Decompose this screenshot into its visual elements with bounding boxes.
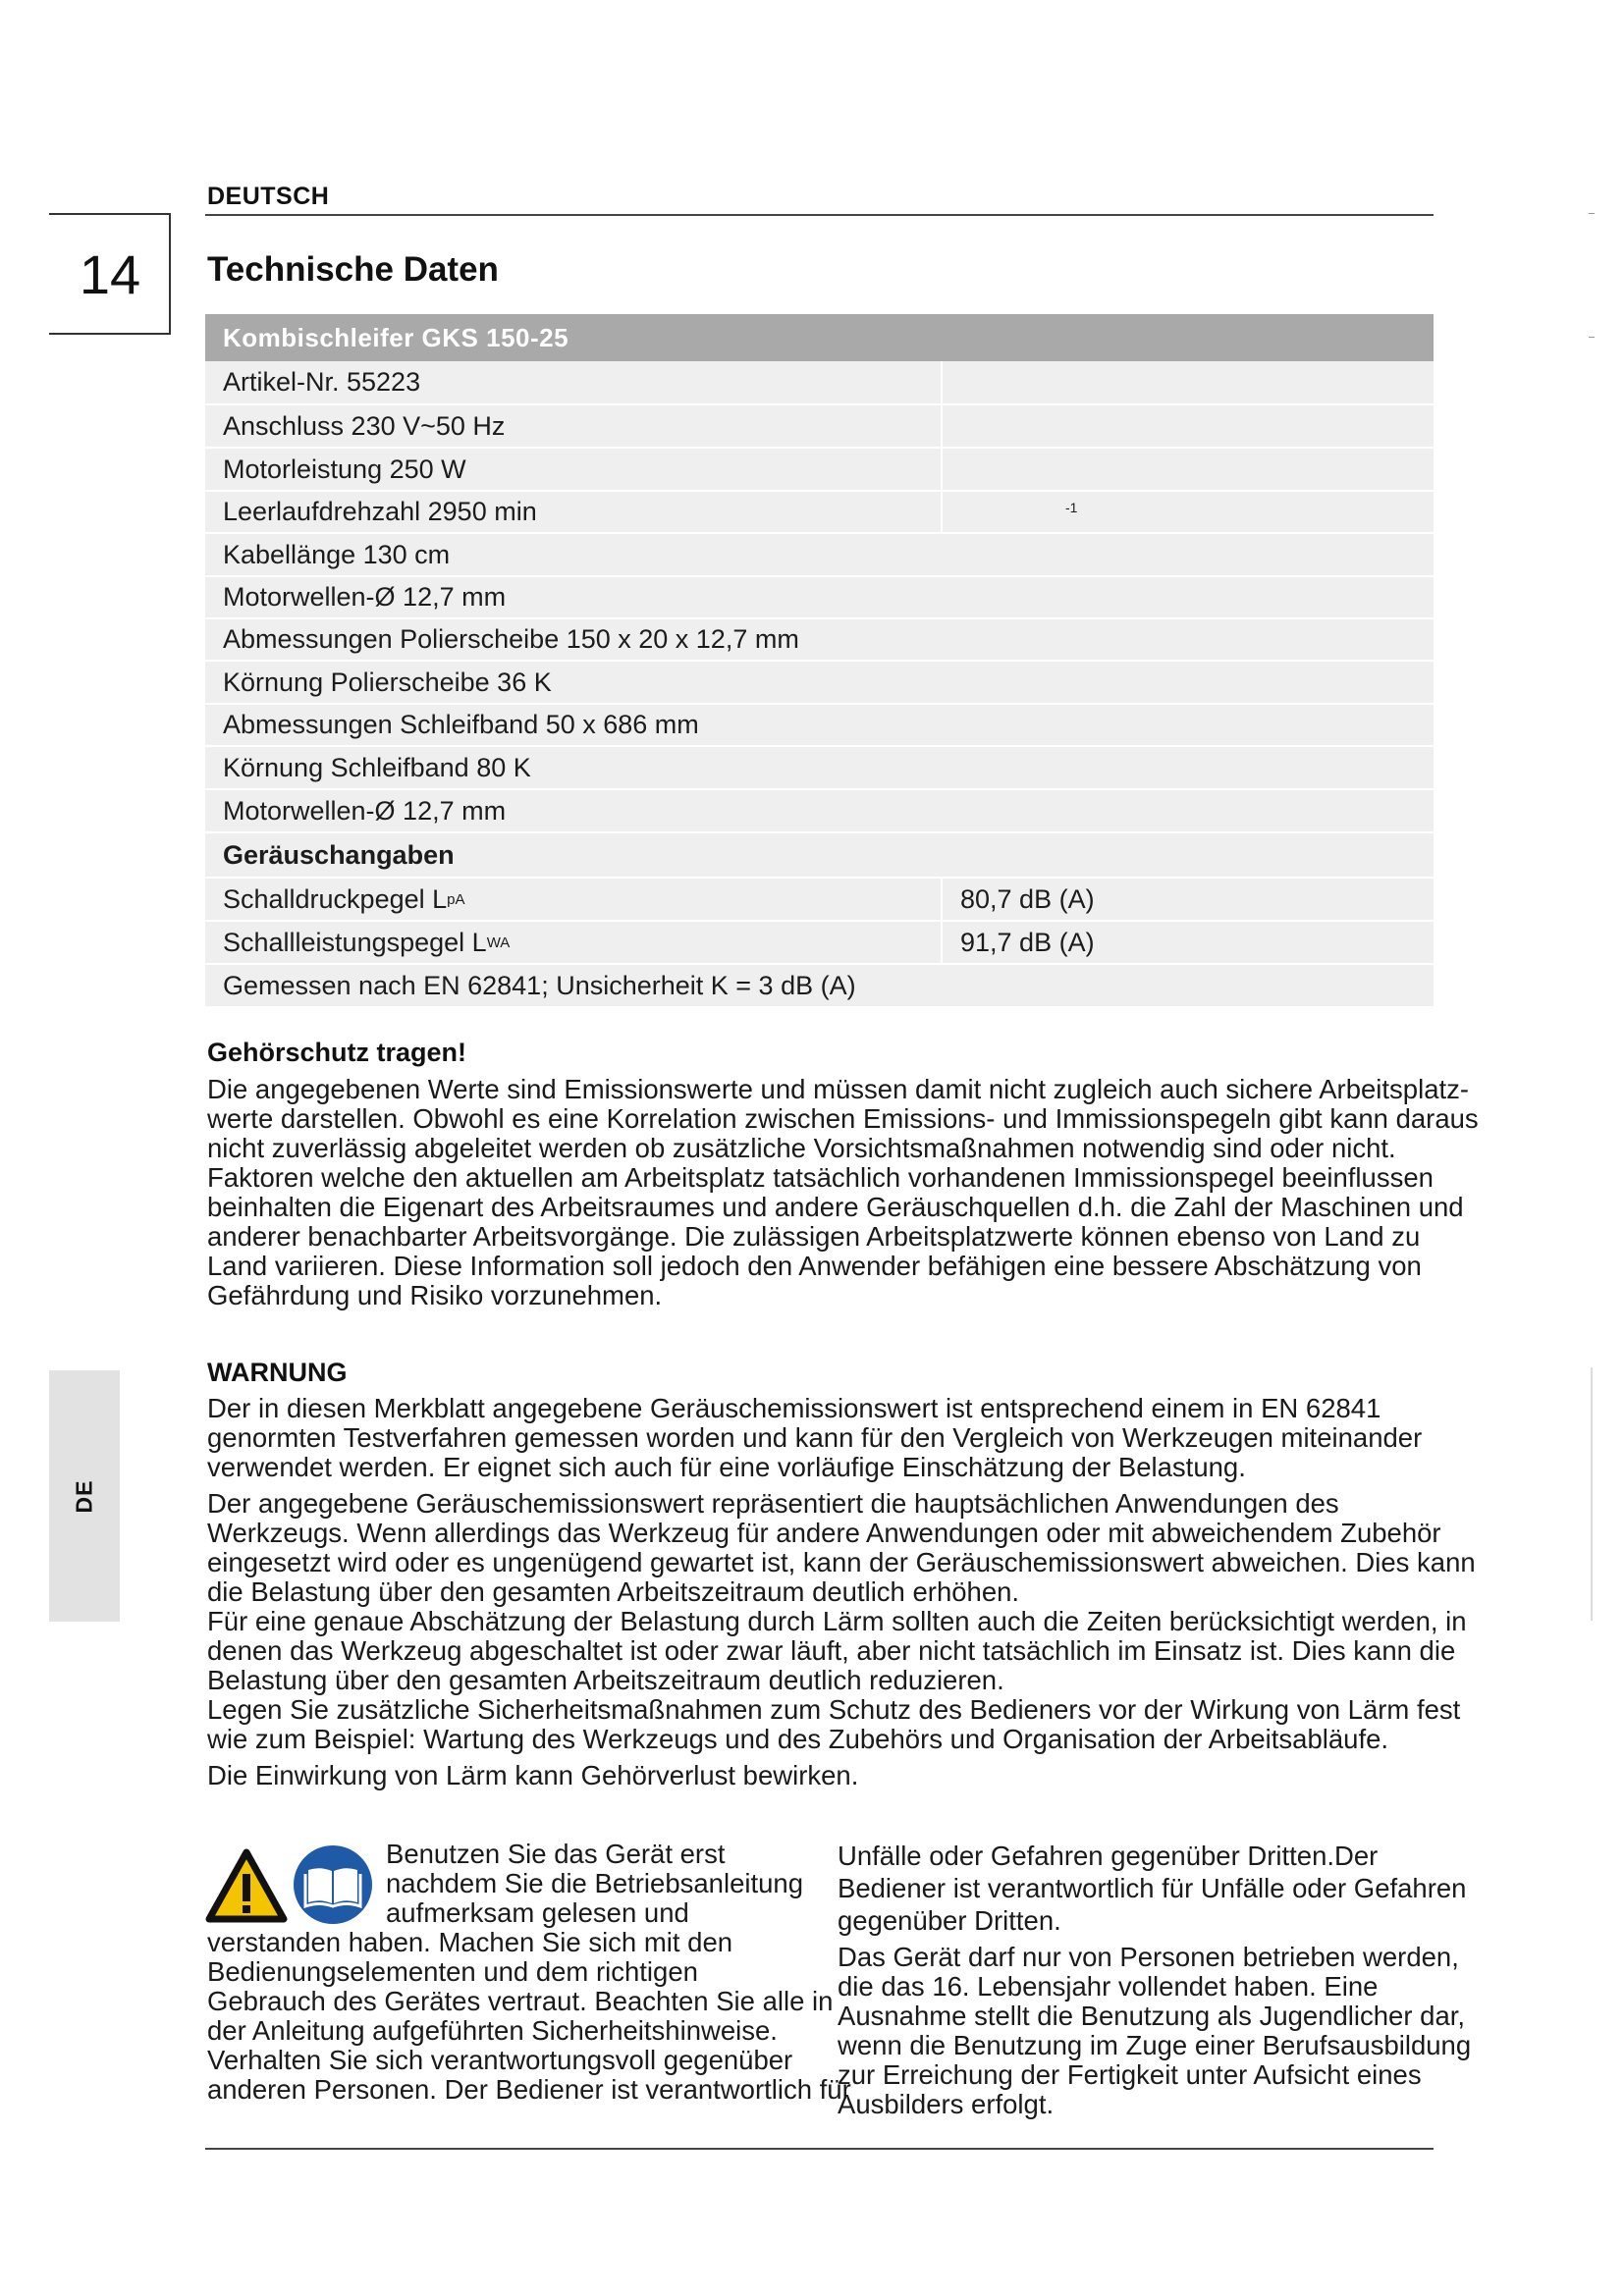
table-cell-rpm bbox=[943, 492, 1434, 532]
hearing-paragraph bbox=[207, 1075, 1479, 1310]
noise-label: Schalldruckpegel L bbox=[223, 883, 448, 914]
hearing-heading: Gehörschutz tragen! bbox=[207, 1038, 467, 1067]
warning-block-2 bbox=[207, 1489, 1476, 1754]
edge-line bbox=[1591, 1367, 1593, 1621]
text-line: Benutzen Sie das Gerät erst bbox=[386, 1839, 726, 1869]
table-cell: Leerlaufdrehzahl 2950 min bbox=[205, 492, 943, 532]
edge-mark bbox=[1589, 337, 1595, 338]
text-line: Bediener ist verantwortlich für Unfälle oder Gefahren bbox=[838, 1873, 1467, 1903]
table-cell: Abmessungen Polierscheibe 150 x 20 x 12,7 mm bbox=[223, 624, 799, 654]
table-row bbox=[205, 922, 1434, 965]
table-cell-empty bbox=[943, 361, 1434, 403]
table-cell: Körnung Schleifband 80 K bbox=[223, 752, 531, 782]
rpm-superscript: -1 bbox=[1065, 500, 1078, 515]
text-line: Verhalten Sie sich verantwortungsvoll gegenüber bbox=[207, 2045, 793, 2075]
spec-table-title: Kombischleifer GKS 150-25 bbox=[205, 314, 1434, 361]
table-cell: Motorwellen-Ø 12,7 mm bbox=[223, 795, 507, 826]
text-line: Gefährdung und Risiko vorzunehmen. bbox=[207, 1280, 663, 1310]
text-line: gegenüber Dritten. bbox=[838, 1905, 1061, 1936]
table-row bbox=[205, 405, 1434, 449]
table-row bbox=[205, 619, 1434, 662]
text-line: die Belastung über den gesamten Arbeitszeitraum deutlich erhöhen. bbox=[207, 1576, 1020, 1607]
notice-right-block-2 bbox=[838, 1943, 1471, 2119]
text-line: Die angegebenen Werte sind Emissionswerte und müssen damit nicht zugleich auch sichere Arbeitsplatz- bbox=[207, 1074, 1470, 1104]
side-tab-label: DE bbox=[71, 1479, 97, 1513]
text-line: Das Gerät darf nur von Personen betrieben werden, bbox=[838, 1942, 1459, 1972]
text-line: der Anleitung aufgeführten Sicherheitshinweise. bbox=[207, 2015, 778, 2046]
table-cell-empty bbox=[943, 405, 1434, 447]
side-tab-label-wrap bbox=[49, 1370, 120, 1622]
read-manual-icon bbox=[293, 1844, 373, 1925]
section-title: Technische Daten bbox=[207, 250, 499, 289]
table-cell: Kabellänge 130 cm bbox=[223, 539, 451, 569]
edge-mark bbox=[1589, 213, 1595, 214]
language-header: DEUTSCH bbox=[207, 183, 330, 210]
text-line: genormten Testverfahren gemessen worden und kann für den Vergleich von Werkzeugen miteinander bbox=[207, 1422, 1423, 1453]
table-row bbox=[205, 534, 1434, 577]
text-line: beinhalten die Eigenart des Arbeitsraumes und andere Geräuschquellen d.h. die Zahl der Maschinen und bbox=[207, 1192, 1464, 1222]
table-cell: Gemessen nach EN 62841; Unsicherheit K = 3 dB (A) bbox=[223, 970, 856, 1000]
text-line: wenn die Benutzung im Zuge einer Berufsausbildung bbox=[838, 2030, 1472, 2060]
text-line: Ausnahme stellt die Benutzung als Jugendlicher dar, bbox=[838, 2001, 1466, 2031]
table-row bbox=[205, 577, 1434, 619]
text-line: die das 16. Lebensjahr vollendet haben. Eine bbox=[838, 1971, 1379, 2002]
table-cell: Anschluss 230 V~50 Hz bbox=[205, 405, 943, 447]
text-line: verwendet werden. Er eignet sich auch für eine vorläufige Einschätzung der Belastung. bbox=[207, 1452, 1246, 1482]
text-line: nicht zuverlässig abgeleitet werden ob zusätzliche Vorsichtsmaßnahmen notwendig sind oder nicht. bbox=[207, 1133, 1396, 1163]
warning-triangle-icon bbox=[205, 1848, 288, 1923]
text-line: anderen Personen. Der Bediener ist verantwortlich für bbox=[207, 2074, 851, 2105]
table-cell-empty bbox=[943, 449, 1434, 490]
noise-label: Schallleistungspegel L bbox=[223, 927, 487, 957]
text-line: Der angegebene Geräuschemissionswert repräsentiert die hauptsächlichen Anwendungen des bbox=[207, 1488, 1339, 1519]
text-line: eingesetzt wird oder es ungenügend gewartet ist, kann der Geräuschemissionswert abweichen. Dies kann bbox=[207, 1547, 1476, 1577]
table-row bbox=[205, 361, 1434, 405]
text-line: Faktoren welche den aktuellen am Arbeitsplatz tatsächlich vorhandenen Immissionspegel beeinflussen bbox=[207, 1162, 1434, 1193]
noise-label-sub: WA bbox=[486, 934, 511, 951]
text-line: Gebrauch des Gerätes vertraut. Beachten Sie alle in bbox=[207, 1986, 834, 2016]
text-line: Legen Sie zusätzliche Sicherheitsmaßnahmen zum Schutz des Bedieners vor der Wirkung von Lärm fest bbox=[207, 1694, 1461, 1725]
notice-right-block-1 bbox=[838, 1840, 1466, 1937]
table-cell bbox=[205, 879, 943, 920]
text-line: Werkzeugs. Wenn allerdings das Werkzeug für andere Anwendungen oder mit abweichendem Zubehör bbox=[207, 1518, 1441, 1548]
table-row bbox=[205, 449, 1434, 492]
text-line: zur Erreichung der Fertigkeit unter Aufsicht eines bbox=[838, 2059, 1422, 2090]
warning-block-1 bbox=[207, 1394, 1422, 1482]
table-cell: Körnung Polierscheibe 36 K bbox=[223, 667, 552, 697]
table-row bbox=[205, 662, 1434, 705]
text-line: Ausbilders erfolgt. bbox=[838, 2089, 1055, 2119]
table-row bbox=[205, 747, 1434, 790]
text-line: verstanden haben. Machen Sie sich mit den bbox=[207, 1927, 733, 1957]
table-row bbox=[205, 879, 1434, 922]
text-line: Bedienungselementen und dem richtigen bbox=[207, 1956, 698, 1987]
spec-table bbox=[205, 314, 1434, 1008]
table-row bbox=[205, 705, 1434, 747]
noise-label-sub: pA bbox=[447, 890, 465, 908]
noise-heading: Geräuschangaben bbox=[223, 839, 455, 870]
text-line: aufmerksam gelesen und bbox=[386, 1897, 689, 1928]
table-row-heading bbox=[205, 833, 1434, 879]
noise-value: 80,7 dB (A) bbox=[960, 883, 1095, 914]
text-line: Für eine genaue Abschätzung der Belastung durch Lärm sollten auch die Zeiten berücksichtigt werden, in bbox=[207, 1606, 1467, 1636]
text-line: Der in diesen Merkblatt angegebene Geräuschemissionswert ist entsprechend einem in EN 62841 bbox=[207, 1393, 1381, 1423]
table-cell bbox=[205, 922, 943, 963]
text-line: Land variieren. Diese Information soll jedoch den Anwender befähigen eine bessere Abschätzung von bbox=[207, 1251, 1422, 1281]
text-line: anderer benachbarter Arbeitsvorgänge. Die zulässigen Arbeitsplatzwerte können ebenso von Land zu bbox=[207, 1221, 1421, 1252]
text-line: Unfälle oder Gefahren gegenüber Dritten.Der bbox=[838, 1841, 1379, 1871]
text-line: nachdem Sie die Betriebsanleitung bbox=[386, 1868, 804, 1898]
warning-heading: WARNUNG bbox=[207, 1358, 348, 1387]
header-rule bbox=[205, 214, 1434, 216]
notice-left-body bbox=[207, 1928, 851, 2105]
table-cell: Artikel-Nr. 55223 bbox=[205, 361, 943, 403]
noise-value: 91,7 dB (A) bbox=[960, 927, 1095, 957]
table-row bbox=[205, 965, 1434, 1008]
table-cell: Abmessungen Schleifband 50 x 686 mm bbox=[223, 710, 699, 739]
notice-left-indented bbox=[386, 1840, 803, 1928]
page-number: 14 bbox=[79, 243, 141, 305]
warning-block-3: Die Einwirkung von Lärm kann Gehörverlust bewirken. bbox=[207, 1760, 859, 1790]
table-row bbox=[205, 492, 1434, 534]
text-line: denen das Werkzeug abgeschaltet ist oder zwar läuft, aber nicht tatsächlich im Einsatz ist. Dies kann die bbox=[207, 1635, 1456, 1666]
text-line: wie zum Beispiel: Wartung des Werkzeugs und des Zubehörs und Organisation der Arbeitsabläufe. bbox=[207, 1724, 1389, 1754]
table-row bbox=[205, 790, 1434, 833]
table-cell: Motorwellen-Ø 12,7 mm bbox=[223, 582, 507, 612]
bottom-rule bbox=[205, 2148, 1434, 2150]
table-cell: Motorleistung 250 W bbox=[205, 449, 943, 490]
text-line: Belastung über den gesamten Arbeitszeitraum deutlich reduzieren. bbox=[207, 1665, 1004, 1695]
text-line: werte darstellen. Obwohl es eine Korrelation zwischen Emissions- und Immissionspegeln gibt kann daraus bbox=[207, 1103, 1479, 1134]
